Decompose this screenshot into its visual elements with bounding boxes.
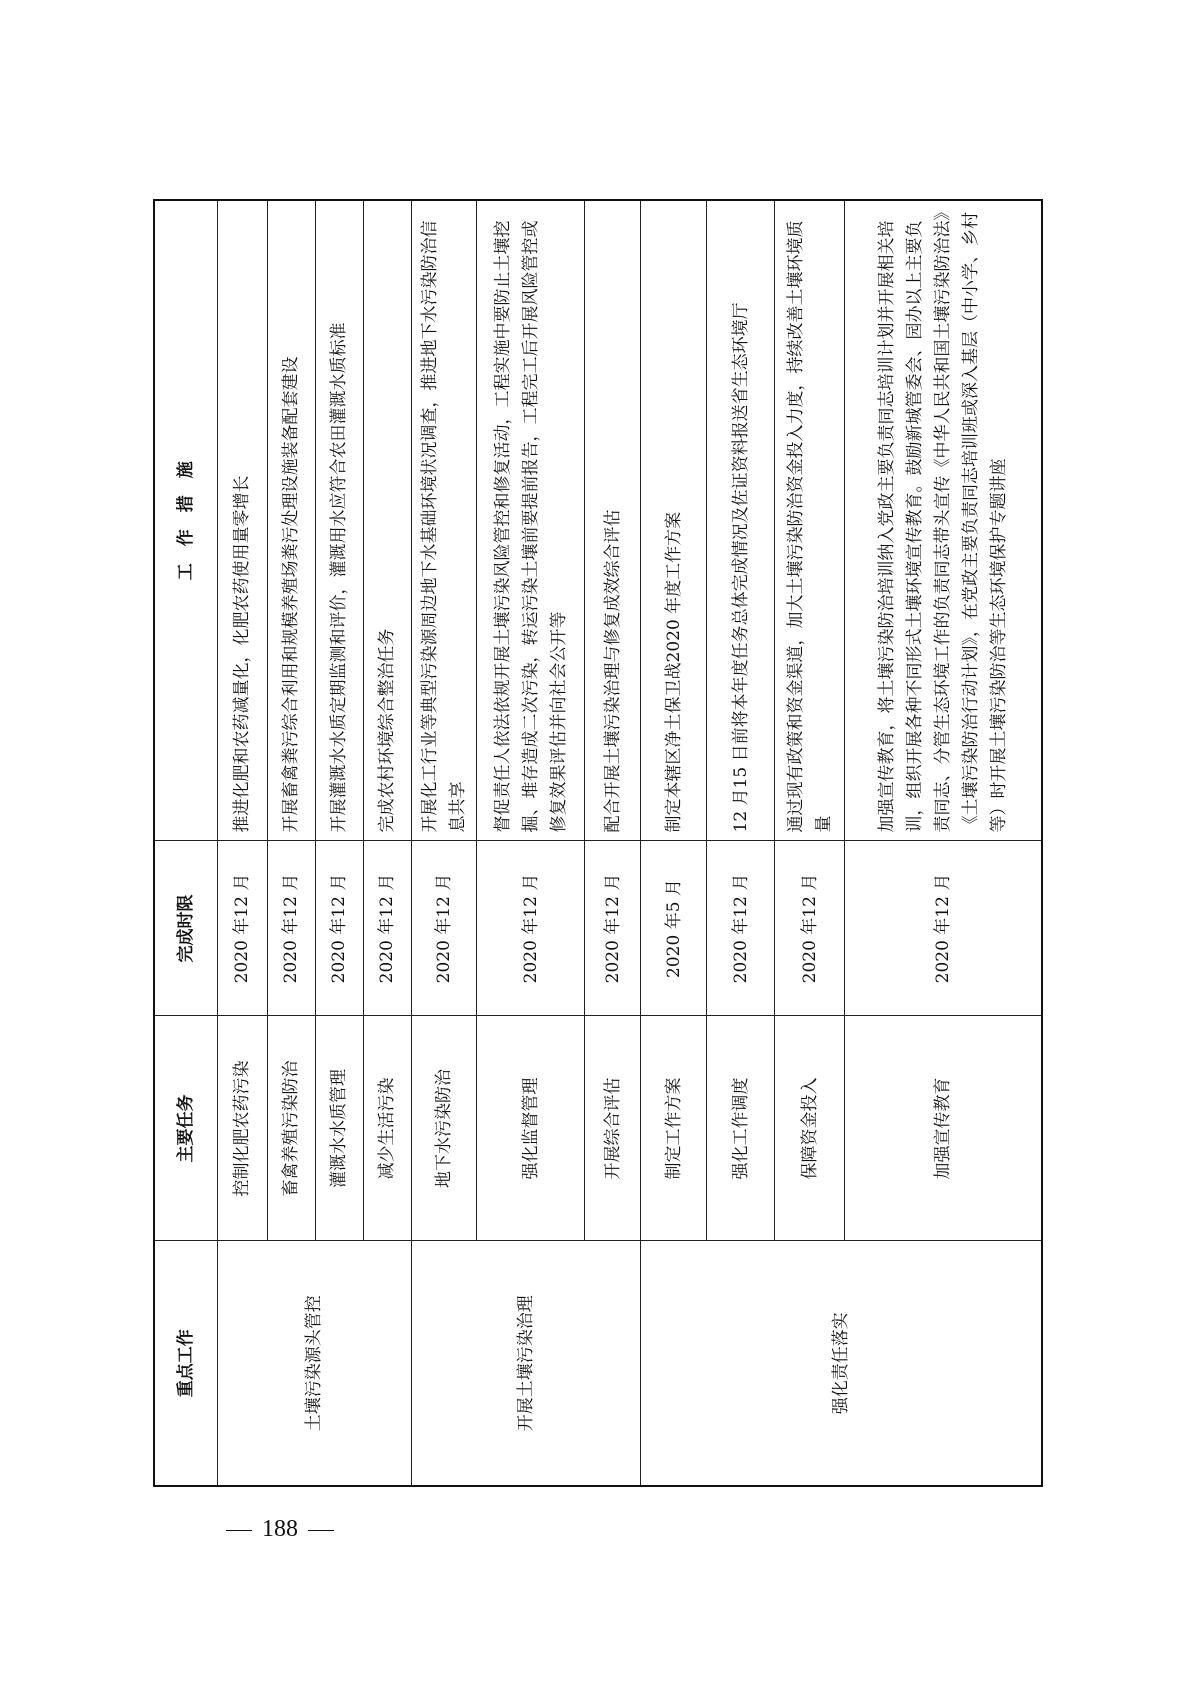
measure-cell: 开展化工行业等典型污染源周边地下水基础环境状况调查，推进地下水污染防治信息共享 xyxy=(412,200,477,841)
deadline-cell: 2020 年5 月 xyxy=(641,841,707,1016)
measure-cell: 开展灌溉水水质定期监测和评价，灌溉用水应符合农田灌溉水质标准 xyxy=(316,200,364,841)
header-deadline: 完成时限 xyxy=(154,841,218,1016)
task-cell: 地下水污染防治 xyxy=(412,1016,477,1241)
page-number-value: 188 xyxy=(262,1516,298,1542)
task-cell: 灌溉水水质管理 xyxy=(316,1016,364,1241)
page-number xyxy=(200,1516,360,1543)
header-main-task: 主要任务 xyxy=(154,1016,218,1241)
measure-cell: 完成农村环境综合整治任务 xyxy=(364,200,412,841)
task-cell: 减少生活污染 xyxy=(364,1016,412,1241)
deadline-cell: 2020 年12 月 xyxy=(775,841,845,1016)
measure-cell: 推进化肥和农药减量化，化肥农药使用量零增长 xyxy=(218,200,268,841)
table-row xyxy=(412,200,477,1486)
task-cell: 加强宣传教育 xyxy=(845,1016,1042,1241)
task-cell: 开展综合评估 xyxy=(585,1016,641,1241)
header-measures: 工 作 措 施 xyxy=(154,200,218,841)
deadline-cell: 2020 年12 月 xyxy=(316,841,364,1016)
page-number-dash-right xyxy=(308,1530,334,1531)
table-row xyxy=(218,200,268,1486)
measure-cell: 开展畜禽粪污综合利用和规模养殖场粪污处理设施装备配套建设 xyxy=(268,200,316,841)
deadline-cell: 2020 年12 月 xyxy=(845,841,1042,1016)
task-cell: 强化监督管理 xyxy=(477,1016,585,1241)
rotated-table-wrapper xyxy=(153,201,1038,1487)
work-plan-table xyxy=(153,199,1043,1487)
table-header-row xyxy=(154,200,218,1486)
deadline-cell: 2020 年12 月 xyxy=(218,841,268,1016)
deadline-cell: 2020 年12 月 xyxy=(268,841,316,1016)
page-number-dash-left xyxy=(226,1530,252,1531)
group-cell: 强化责任落实 xyxy=(641,1241,1042,1486)
group-cell: 开展土壤污染治理 xyxy=(412,1241,641,1486)
task-cell: 控制化肥农药污染 xyxy=(218,1016,268,1241)
group-cell: 土壤污染源头管控 xyxy=(218,1241,412,1486)
task-cell: 制定工作方案 xyxy=(641,1016,707,1241)
measure-cell: 通过现有政策和资金渠道，加大土壤污染防治资金投入力度，持续改善土壤环境质量 xyxy=(775,200,845,841)
measure-cell: 加强宣传教育，将土壤污染防治培训纳入党政主要负责同志培训计划并开展相关培训，组织开展各种不同形式土壤环境宣传教育。鼓励新城管委会、园办以上主要负责同志、分管生态环境工作的负责同志带头宣传《中华人民共和国土壤污染防治法》《土壤污染防治行动计划》，在党政主要负责同志培训班或深入基层（中小学、乡村等）时开展土壤污染防治等生态环境保护专题讲座 xyxy=(845,200,1042,841)
header-key-work: 重点工作 xyxy=(154,1241,218,1486)
deadline-cell: 2020 年12 月 xyxy=(585,841,641,1016)
measure-cell: 配合开展土壤污染治理与修复成效综合评估 xyxy=(585,200,641,841)
deadline-cell: 2020 年12 月 xyxy=(364,841,412,1016)
measure-cell: 督促责任人依法依规开展土壤污染风险管控和修复活动，工程实施中要防止土壤挖掘、堆存造成二次污染，转运污染土壤前要提前报告，工程完工后开展风险管控或修复效果评估并向社会公开等 xyxy=(477,200,585,841)
task-cell: 保障资金投入 xyxy=(775,1016,845,1241)
deadline-cell: 2020 年12 月 xyxy=(412,841,477,1016)
task-cell: 强化工作调度 xyxy=(707,1016,775,1241)
measure-cell: 制定本辖区净土保卫战2020 年度工作方案 xyxy=(641,200,707,841)
task-cell: 畜禽养殖污染防治 xyxy=(268,1016,316,1241)
deadline-cell: 2020 年12 月 xyxy=(707,841,775,1016)
measure-cell: 12 月15 日前将本年度任务总体完成情况及佐证资料报送省生态环境厅 xyxy=(707,200,775,841)
table-row xyxy=(641,200,707,1486)
deadline-cell: 2020 年12 月 xyxy=(477,841,585,1016)
